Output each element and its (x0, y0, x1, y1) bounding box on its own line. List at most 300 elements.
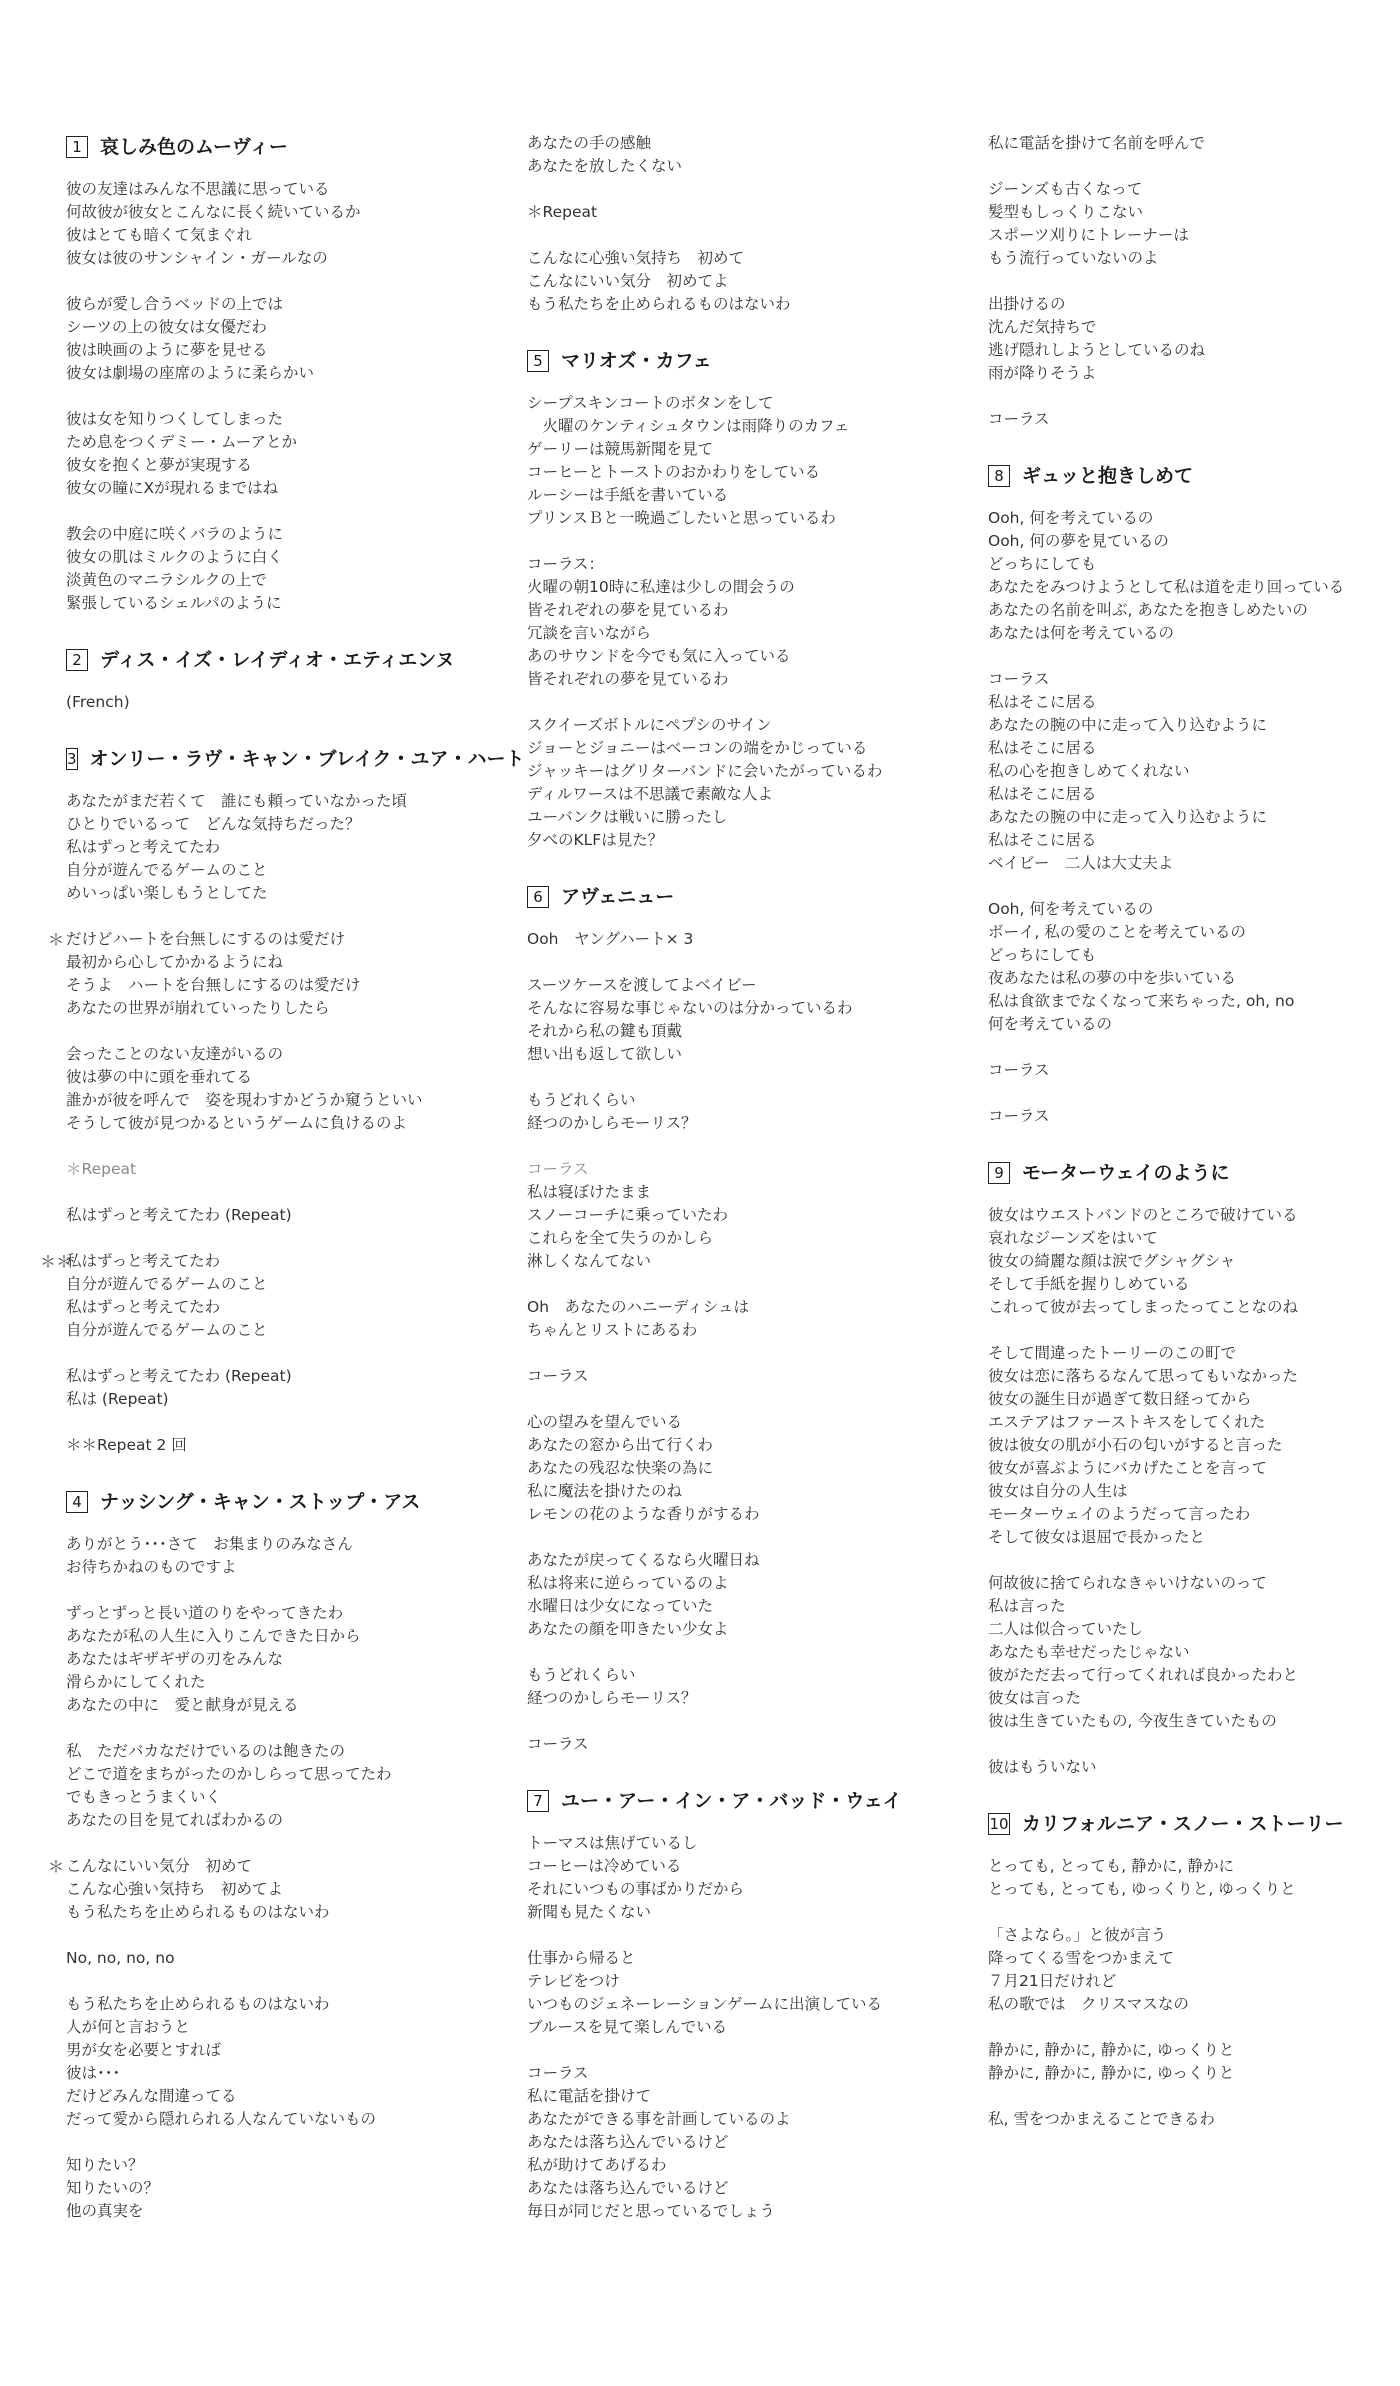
lyric-line (527, 1970, 967, 1993)
lyric-line (66, 1296, 506, 1319)
song-title (988, 1809, 1388, 1839)
song-section (48, 1487, 506, 2223)
song-title (66, 744, 525, 774)
lyric-line (988, 1013, 1388, 1036)
lyric-text: 経つのかしらモーリス？ (527, 1689, 697, 1707)
lyric-text: 私はそこに居る (988, 693, 1097, 711)
lyric-text: ＊Repeat (527, 203, 598, 221)
stanza (527, 1158, 967, 1273)
lyric-text: あのサウンドを今でも気に入っている (527, 647, 791, 665)
lyric-line (527, 438, 967, 461)
lyric-text: ありがとう･･･さて お集まりのみなさん (66, 1535, 353, 1553)
lyric-line (988, 898, 1388, 921)
song-title (988, 1158, 1388, 1188)
lyric-text: コーラス (527, 1735, 589, 1753)
song-section (988, 1158, 1388, 1779)
lyric-text: 誰かが彼を呼んで 姿を現わすかどうか窺うといい (66, 1091, 423, 1109)
lyric-line (66, 1947, 506, 1970)
lyric-line (988, 714, 1388, 737)
lyric-text: これって彼が去ってしまったってことなのね (988, 1298, 1299, 1316)
column-3 (988, 132, 1388, 2154)
lyric-line (988, 1878, 1388, 1901)
lyric-line (66, 1694, 506, 1717)
lyric-line (988, 1227, 1388, 1250)
lyric-text: コーラス (527, 2064, 589, 2082)
lyric-line (66, 1158, 506, 1181)
lyric-line (66, 224, 506, 247)
lyric-text: 知りたい？ (66, 2156, 144, 2174)
lyric-line (527, 1296, 967, 1319)
lyric-text: Oh あなたのハニーディシュは (527, 1298, 749, 1316)
lyric-line (66, 339, 506, 362)
lyric-line (66, 836, 506, 859)
lyric-line (527, 1595, 967, 1618)
lyric-text: 滑らかにしてくれた (66, 1673, 206, 1691)
lyric-text: モーターウェイのようだって言ったわ (988, 1505, 1251, 1523)
stanza (527, 1365, 967, 1388)
stanza (66, 1947, 506, 1970)
repeat-marker: ＊ (48, 1857, 65, 1876)
lyric-text: 冗談を言いながら (527, 624, 652, 642)
song-section (66, 132, 506, 615)
lyric-line (66, 1066, 506, 1089)
lyric-text: ゲーリーは競馬新聞を見て (527, 440, 714, 458)
song-title-text: モーターウェイのように (1022, 1162, 1230, 1184)
song-title-text: 哀しみ色のムーヴィー (100, 136, 288, 158)
lyric-text: 静かに, 静かに, 静かに, ゆっくりと (988, 2041, 1235, 2059)
lyric-line (66, 1648, 506, 1671)
lyric-text: 彼女は恋に落ちるなんて思ってもいなかった (988, 1367, 1299, 1385)
lyric-text: 淋しくなんてない (527, 1252, 652, 1270)
lyric-line (66, 1625, 506, 1648)
track-number: 9 (988, 1162, 1010, 1184)
lyric-line (988, 530, 1388, 553)
song-title-text: オンリー・ラヴ・キャン・ブレイク・ユア・ハート (89, 748, 525, 770)
lyric-line (527, 1855, 967, 1878)
lyric-line (527, 737, 967, 760)
lyric-line (527, 1204, 967, 1227)
lyric-line (988, 1687, 1388, 1710)
lyric-text: 二人は似合っていたし (988, 1620, 1144, 1638)
stanza (527, 2062, 967, 2223)
stanza (988, 668, 1388, 875)
lyric-text: 雨が降りそうよ (988, 364, 1097, 382)
lyric-text: そうよ ハートを台無しにするのは愛だけ (66, 976, 361, 994)
lyric-line (988, 599, 1388, 622)
lyric-text: あなたが私の人生に入りこんできた日から (66, 1627, 361, 1645)
lyric-text: こんなにいい気分 初めてよ (527, 272, 729, 290)
lyric-line (988, 806, 1388, 829)
lyric-line (988, 1993, 1388, 2016)
lyric-text: Ooh, 何を考えているの (988, 900, 1154, 918)
lyric-line (988, 1595, 1388, 1618)
stanza (988, 1924, 1388, 2016)
lyric-text: 私の歌では クリスマスなの (988, 1995, 1189, 2013)
stanza (988, 1204, 1388, 1319)
stanza (988, 1105, 1388, 1128)
stanza (988, 1342, 1388, 1549)
lyric-text: 私は将来に逆らっているのよ (527, 1574, 729, 1592)
lyric-line (66, 2108, 506, 2131)
lyric-line (988, 852, 1388, 875)
lyric-text: だけどハートを台無しにするのは愛だけ (66, 930, 346, 948)
lyric-text: 会ったことのない友達がいるの (66, 1045, 284, 1063)
lyric-text: あなたの窓から出て行くわ (527, 1436, 714, 1454)
lyric-text: 彼女は彼のサンシャイン・ガールなの (66, 249, 328, 267)
lyric-line (527, 507, 967, 530)
lyric-text: 想い出も返して欲しい (527, 1045, 683, 1063)
song-title-text: ギュッと抱きしめて (1022, 465, 1194, 487)
lyric-text: いつものジェネーレーションゲームに出演している (527, 1995, 882, 2013)
stanza (66, 790, 506, 905)
stanza (66, 523, 506, 615)
lyric-line (66, 2016, 506, 2039)
lyric-text: だって愛から隠れられる人なんていないもの (66, 2110, 377, 2128)
lyric-text: スポーツ刈りにトレーナーは (988, 226, 1189, 244)
lyric-line (527, 829, 967, 852)
lyric-text: 私はずっと考えてたわ (66, 838, 221, 856)
lyric-text: 教会の中庭に咲くバラのように (66, 525, 284, 543)
lyric-line (988, 967, 1388, 990)
lyric-line (988, 201, 1388, 224)
lyric-text: コーラス (527, 1160, 589, 1178)
lyric-line (66, 1878, 506, 1901)
lyric-text: 彼女の綺麗な顔は涙でグシャグシャ (988, 1252, 1236, 1270)
lyric-text: コーラス： (527, 555, 605, 573)
lyric-line (48, 1855, 506, 1878)
stanza (66, 1204, 506, 1227)
lyric-line (527, 668, 967, 691)
song-section (40, 744, 525, 1457)
lyric-text: 彼は･･･ (66, 2064, 121, 2082)
lyric-line (988, 2108, 1388, 2131)
lyric-line (527, 293, 967, 316)
lyric-text: 彼の友達はみんな不思議に思っている (66, 180, 330, 198)
lyric-line (988, 132, 1388, 155)
stanza (527, 1549, 967, 1641)
lyric-line (66, 247, 506, 270)
stanza (988, 1572, 1388, 1733)
lyric-line (66, 178, 506, 201)
lyric-line (988, 622, 1388, 645)
lyric-text: 私はずっと考えてたわ (66, 1252, 221, 1270)
lyric-text: そして間違ったトーリーのこの町で (988, 1344, 1237, 1362)
lyric-line (527, 2131, 967, 2154)
lyric-text: ベイビー 二人は大丈夫よ (988, 854, 1174, 872)
song-title (66, 1487, 506, 1517)
lyric-line (527, 714, 967, 737)
stanza (66, 691, 506, 714)
lyric-text: 彼はもういない (988, 1758, 1097, 1776)
lyric-text: 火曜のケンティシュタウンは雨降りのカフェ (527, 417, 850, 435)
lyric-text: 男が女を必要とすれば (66, 2041, 222, 2059)
lyric-text: 私は寝ぼけたまま (527, 1183, 652, 1201)
lyric-line (527, 1947, 967, 1970)
lyric-text: ブルースを見て楽しんでいる (527, 2018, 728, 2036)
lyric-line (66, 1786, 506, 1809)
stanza (527, 132, 967, 178)
lyric-line (66, 431, 506, 454)
lyric-line (988, 1947, 1388, 1970)
lyric-line (48, 928, 506, 951)
lyric-line (527, 392, 967, 415)
track-number: 8 (988, 465, 1010, 487)
lyric-line (527, 1020, 967, 1043)
lyric-text: あなたの世界が崩れていったりしたら (66, 999, 330, 1017)
lyric-line (988, 1924, 1388, 1947)
lyric-line (527, 247, 967, 270)
lyric-text: ディルワースは不思議で素敵な人よ (527, 785, 773, 803)
lyric-line (988, 1059, 1388, 1082)
lyric-text: コーヒーとトーストのおかわりをしている (527, 463, 821, 481)
lyric-line (66, 813, 506, 836)
lyric-text: 淡黄色のマニラシルクの上で (66, 571, 267, 589)
lyric-line (527, 1181, 967, 1204)
lyric-line (66, 951, 506, 974)
lyric-line (66, 293, 506, 316)
lyric-line (527, 132, 967, 155)
lyric-line (988, 1296, 1388, 1319)
lyric-text: どこで道をまちがったのかしらって思ってたわ (66, 1765, 392, 1783)
lyric-line (988, 1411, 1388, 1434)
song-continuation (527, 132, 967, 316)
lyric-line (527, 1733, 967, 1756)
lyric-text: あなたが戻ってくるなら火曜日ね (527, 1551, 760, 1569)
stanza (988, 408, 1388, 431)
lyric-line (988, 1273, 1388, 1296)
lyric-line (527, 1158, 967, 1181)
lyric-line (527, 928, 967, 951)
song-section (66, 645, 506, 714)
stanza (988, 1059, 1388, 1082)
lyric-line (66, 1365, 506, 1388)
lyric-text: 毎日が同じだと思っているでしょう (527, 2202, 775, 2220)
lyric-line (527, 1664, 967, 1687)
lyric-line (527, 1089, 967, 1112)
lyric-line (66, 2085, 506, 2108)
lyric-line (66, 1993, 506, 2016)
lyric-text: もう私たちを止められるものはないわ (527, 295, 791, 313)
lyric-line (988, 507, 1388, 530)
lyric-text: 何故彼に捨てられなきゃいけないのって (988, 1574, 1267, 1592)
lyric-line (66, 316, 506, 339)
lyric-line (988, 921, 1388, 944)
lyric-text: あなたも幸せだったじゃない (988, 1643, 1190, 1661)
lyric-line (527, 1549, 967, 1572)
lyric-line (527, 997, 967, 1020)
lyric-text: あなたの腕の中に走って入り込むように (988, 716, 1268, 734)
lyric-text: 彼女を抱くと夢が実現する (66, 456, 253, 474)
lyric-line (66, 454, 506, 477)
lyric-line (988, 760, 1388, 783)
lyric-text: ひとりでいるって どんな気持ちだった？ (66, 815, 361, 833)
lyric-line (527, 1993, 967, 2016)
lyric-line (988, 408, 1388, 431)
lyric-text: 新聞も見たくない (527, 1903, 652, 1921)
lyric-line (988, 293, 1388, 316)
stanza (527, 1296, 967, 1342)
lyric-text: 皆それぞれの夢を見ているわ (527, 670, 729, 688)
column-1 (40, 132, 525, 2246)
lyric-line (66, 1273, 506, 1296)
stanza (988, 898, 1388, 1036)
lyric-text: 彼は生きていたもの, 今夜生きていたもの (988, 1712, 1277, 1730)
lyric-text: そうして彼が見つかるというゲームに負けるのよ (66, 1114, 408, 1132)
stanza (66, 1158, 506, 1181)
lyric-text: コーラス (527, 1367, 589, 1385)
lyric-line (527, 2062, 967, 2085)
stanza (66, 1533, 506, 1579)
repeat-marker: ＊＊ (40, 1252, 73, 1271)
lyric-text: あなたの顔を叩きたい少女よ (527, 1620, 729, 1638)
lyric-line (988, 247, 1388, 270)
lyric-text: 何故彼が彼女とこんなに長く続いているか (66, 203, 361, 221)
lyric-text: スノーコーチに乗っていたわ (527, 1206, 729, 1224)
lyric-text: 沈んだ気持ちで (988, 318, 1097, 336)
lyric-text: 何を考えているの (988, 1015, 1113, 1033)
lyric-text: 私はそこに居る (988, 739, 1097, 757)
track-number: 6 (527, 886, 549, 908)
lyric-line (66, 569, 506, 592)
lyric-line (527, 1878, 967, 1901)
lyric-text: そして手紙を握りしめている (988, 1275, 1190, 1293)
lyric-text: 降ってくる雪をつかまえて (988, 1949, 1175, 1967)
lyric-line (988, 2039, 1388, 2062)
lyric-text: あなたの名前を叫ぶ, あなたを抱きしめたいの (988, 601, 1308, 619)
lyric-text: 髪型もしっくりこない (988, 203, 1144, 221)
lyric-text: 仕事から帰ると (527, 1949, 636, 1967)
lyric-text: 彼女は自分の人生は (988, 1482, 1128, 1500)
lyric-text: No, no, no, no (66, 1949, 175, 1967)
lyric-text: シープスキンコートのボタンをして (527, 394, 774, 412)
lyric-text: スーツケースを渡してよベイビー (527, 976, 757, 994)
lyric-text: お待ちかねのものですよ (66, 1558, 237, 1576)
lyric-line (66, 1204, 506, 1227)
stanza (988, 293, 1388, 385)
lyric-text: 彼は映画のように夢を見せる (66, 341, 268, 359)
lyric-text: 私 ただバカなだけでいるのは飽きたの (66, 1742, 346, 1760)
lyric-line (527, 415, 967, 438)
lyric-line (988, 339, 1388, 362)
lyric-text: こんなに心強い気持ち 初めて (527, 249, 745, 267)
stanza (527, 1947, 967, 2039)
lyric-line (988, 1756, 1388, 1779)
lyric-line (988, 1526, 1388, 1549)
lyric-line (527, 599, 967, 622)
lyric-line (66, 592, 506, 615)
lyric-text: あなたをみつけようとして私は道を走り回っている (988, 578, 1345, 596)
song-title (527, 882, 967, 912)
lyric-text: あなたはギザギザの刃をみんな (66, 1650, 284, 1668)
lyric-text: でもきっとうまくいく (66, 1788, 222, 1806)
lyric-text: 彼女の肌はミルクのように白く (66, 548, 283, 566)
lyric-text: 自分が遊んでるゲームのこと (66, 861, 268, 879)
lyric-text: 私はそこに居る (988, 785, 1097, 803)
lyric-line (66, 1740, 506, 1763)
lyric-line (527, 461, 967, 484)
lyric-line (66, 1043, 506, 1066)
lyric-line (527, 1503, 967, 1526)
lyric-line (988, 1503, 1388, 1526)
lyric-line (988, 224, 1388, 247)
lyric-line (988, 362, 1388, 385)
lyric-text: そんなに容易な事じゃないのは分かっているわ (527, 999, 853, 1017)
lyric-line (527, 1043, 967, 1066)
lyric-line (66, 790, 506, 813)
lyric-line (66, 523, 506, 546)
lyric-line (66, 974, 506, 997)
lyric-text: ずっとずっと長い道のりをやってきたわ (66, 1604, 344, 1622)
lyric-text: どっちにしても (988, 555, 1097, 573)
lyric-line (988, 178, 1388, 201)
lyric-text: 彼女は劇場の座席のように柔らかい (66, 364, 315, 382)
lyric-line (988, 1434, 1388, 1457)
lyric-line (66, 201, 506, 224)
lyric-text: 人が何と言おうと (66, 2018, 191, 2036)
lyric-line (988, 737, 1388, 760)
track-number: 3 (67, 750, 77, 768)
song-title (527, 346, 967, 376)
lyric-text: 自分が遊んでるゲームのこと (66, 1321, 268, 1339)
lyric-text: それから私の鍵も頂戴 (527, 1022, 683, 1040)
track-number: 4 (66, 1491, 88, 1513)
lyric-line (66, 1388, 506, 1411)
stanza (988, 178, 1388, 270)
lyric-text: Ooh, 何の夢を見ているの (988, 532, 1169, 550)
lyric-text: 私はずっと考えてたわ (Repeat) (66, 1367, 292, 1385)
stanza (66, 1993, 506, 2131)
lyric-text: コーラス (988, 1107, 1050, 1125)
lyric-line (988, 1618, 1388, 1641)
lyric-line (66, 2039, 506, 2062)
lyric-text: ジャッキーはグリターバンドに会いたがっているわ (527, 762, 883, 780)
lyric-line (527, 760, 967, 783)
lyric-line (527, 1319, 967, 1342)
lyric-text: 私, 雪をつかまえることできるわ (988, 2110, 1215, 2128)
stanza (988, 132, 1388, 155)
lyric-line (66, 1533, 506, 1556)
lyric-text: 私が助けてあげるわ (527, 2156, 667, 2174)
lyric-line (527, 1832, 967, 1855)
lyric-text: 私に電話を掛けて名前を呼んで (988, 134, 1206, 152)
lyric-text: 出掛けるの (988, 295, 1066, 313)
lyric-line (527, 645, 967, 668)
lyric-text: 経つのかしらモーリス？ (527, 1114, 697, 1132)
stanza (66, 1740, 506, 1832)
stanza (527, 1832, 967, 1924)
lyric-line (988, 990, 1388, 1013)
lyric-line (66, 1089, 506, 1112)
lyric-line (527, 1434, 967, 1457)
lyric-text: コーラス (988, 670, 1050, 688)
lyric-text: だけどみんな間違ってる (66, 2087, 237, 2105)
lyric-line (66, 1901, 506, 1924)
lyric-line (66, 546, 506, 569)
column-2 (527, 132, 967, 2246)
lyric-line (66, 1434, 506, 1457)
lyric-text: Ooh ヤングハート× 3 (527, 930, 694, 948)
song-section (527, 346, 967, 852)
lyric-text: 私に魔法を掛けたのね (527, 1482, 683, 1500)
lyric-line (66, 1556, 506, 1579)
lyric-text: 火曜の朝10時に私達は少しの間会うの (527, 578, 795, 596)
lyric-text: こんな心強い気持ち 初めてよ (66, 1880, 284, 1898)
stanza (66, 293, 506, 385)
lyric-text: 知りたいの？ (66, 2179, 160, 2197)
song-title (527, 1786, 967, 1816)
lyric-text: 静かに, 静かに, 静かに, ゆっくりと (988, 2064, 1235, 2082)
lyric-text: ジョーとジョニーはベーコンの端をかじっている (527, 739, 868, 757)
